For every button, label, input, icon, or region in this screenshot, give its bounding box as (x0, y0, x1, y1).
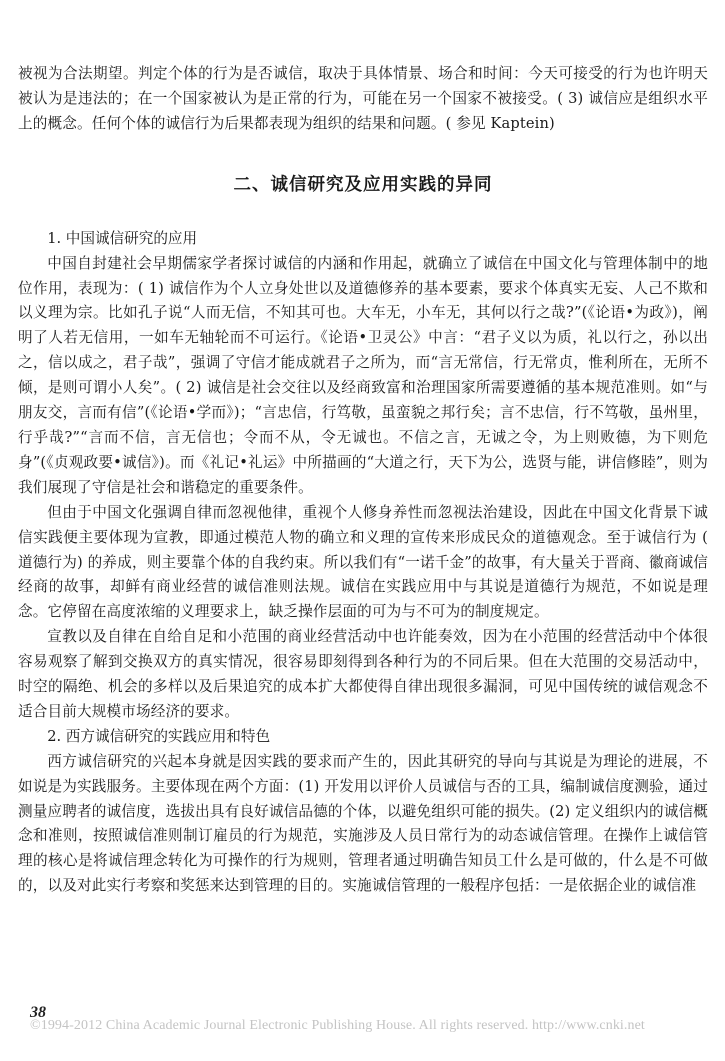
paragraph: 但由于中国文化强调自律而忽视他律，重视个人修身养性而忽视法治建设，因此在中国文化背景下诚信实践便主要体现为宣教，即通过模范人物的确立和义理的宣传来形成民众的道德观念。至于诚信行为 ( 道德行为) 的养成，则主要靠个体的自我约束。所以我们有“一诺千金”的故事，有大量关于晋商、徽商诚信经商的故事，却鲜有商业经营的诚信准则法规。诚信在实践应用中与其说是道德行为规范，不如说是理念。它停留在高度浓缩的义理要求上，缺乏操作层面的可为与不可为的制度规定。 (18, 503, 708, 621)
copyright-watermark: ©1994-2012 China Academic Journal Electronic Publishing House. All rights reserved. http://www.cnki.net (30, 1018, 645, 1033)
section-title: 二、诚信研究及应用实践的异同 (233, 174, 493, 195)
paragraph-continuation: 被视为合法期望。判定个体的行为是否诚信，取决于具体情景、场合和时间：今天可接受的行为也许明天被认为是违法的；在一个国家被认为是正常的行为，可能在另一个国家不被接受。( 3) 诚信应是组织水平上的概念。任何个体的诚信行为后果都表现为组织的结果和问题。( 参见 Kaptein) (18, 65, 708, 132)
subsection-heading-2: 2. 西方诚信研究的实践应用和特色 (47, 727, 271, 745)
page-number: 38 (30, 1004, 46, 1021)
article-body (18, 62, 708, 899)
paragraph: 宣教以及自律在自给自足和小范围的商业经营活动中也许能奏效，因为在小范围的经营活动中个体很容易观察了解到交换双方的真实情况，很容易即刻得到各种行为的不同后果。但在大范围的交易活动中，时空的隔绝、机会的多样以及后果追究的成本扩大都使得自律出现很多漏洞，可见中国传统的诚信观念不适合目前大规模市场经济的要求。 (18, 628, 708, 720)
subsection-heading-1: 1. 中国诚信研究的应用 (47, 229, 198, 247)
paragraph: 中国自封建社会早期儒家学者探讨诚信的内涵和作用起，就确立了诚信在中国文化与管理体制中的地位作用，表现为：( 1) 诚信作为个人立身处世以及道德修养的基本要素，要求个体真实无妄、人己不欺和以义理为宗。比如孔子说“人而无信，不知其可也。大车无，小车无，其何以行之哉?”(《论语•为政》)，阐明了人若无信用，一如车无轴轮而不可运行。《论语•卫灵公》中言：“君子义以为质，礼以行之，孙以出之，信以成之，君子哉”，强调了守信才能成就君子之所为，而“言无常信，行无常贞，惟利所在，无所不倾，是则可谓小人矣”。( 2) 诚信是社会交往以及经商致富和治理国家所需要遵循的基本规范准则。如“与朋友交，言而有信”(《论语•学而》)；“言忠信，行笃敬，虽蛮貌之邦行矣；言不忠信，行不笃敬，虽州里，行乎哉?”“言而不信，言无信也；令而不从，令无诚也。不信之言，无诚之令，为上则败德，为下则危身”(《贞观政要•诚信》)。而《礼记•礼运》中所描画的“大道之行，天下为公，选贤与能，讲信修睦”，则为我们展现了守信是社会和谐稳定的重要条件。 (18, 254, 708, 496)
page-footer (30, 1004, 725, 1034)
paragraph: 西方诚信研究的兴起本身就是因实践的要求而产生的，因此其研究的导向与其说是为理论的进展，不如说是为实践服务。主要体现在两个方面：(1) 开发用以评价人员诚信与否的工具，编制诚信度测验，通过测量应聘者的诚信度，选拔出具有良好诚信品德的个体，以避免组织可能的损失。(2) 定义组织内的诚信概念和准则，按照诚信准则制订雇员的行为规范，实施涉及人员日常行为的动态诚信管理。在操作上诚信管理的核心是将诚信理念转化为可操作的行为规则，管理者通过明确告知员工什么是可做的，什么是不可做的，以及对此实行考察和奖惩来达到管理的目的。实施诚信管理的一般程序包括：一是依据企业的诚信准 (18, 752, 708, 895)
